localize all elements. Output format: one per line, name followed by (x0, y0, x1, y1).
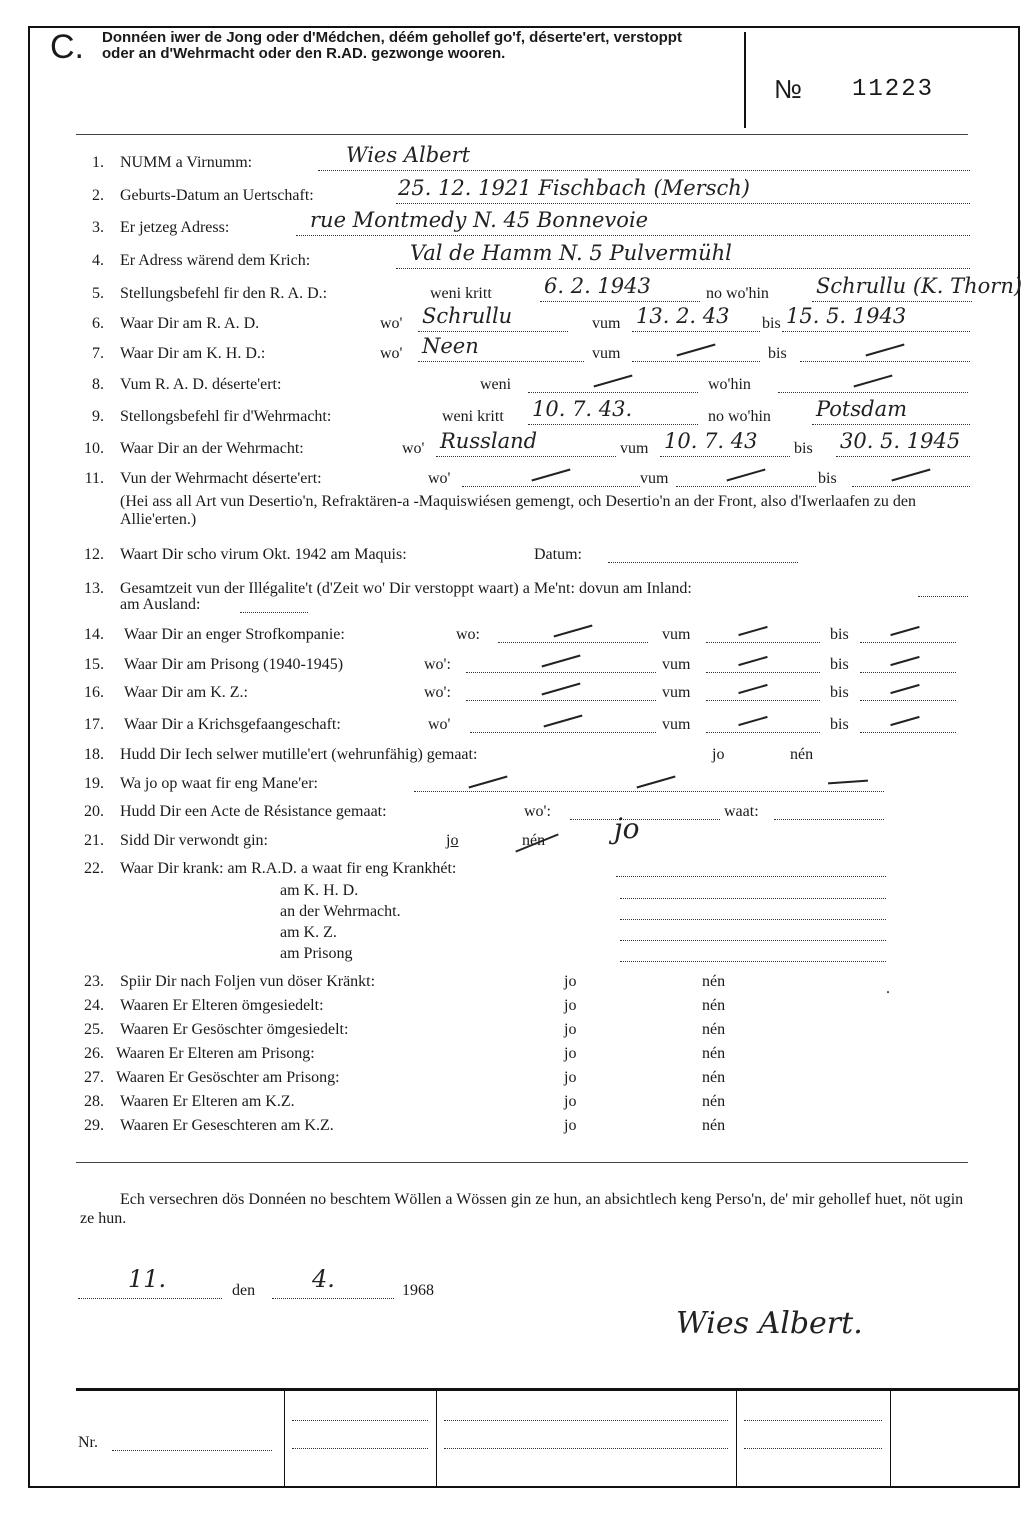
table-cell-field[interactable] (292, 1404, 428, 1421)
illness-field[interactable] (620, 945, 886, 962)
handwritten-answer: jo (614, 812, 640, 845)
illness-sublabel: am K. H. D. (280, 882, 359, 899)
row-number: 24. (84, 997, 104, 1014)
row-sublabel: bis (768, 345, 787, 362)
row-sublabel: wo: (456, 626, 480, 643)
row-sublabel: vum (662, 656, 691, 673)
yes-option[interactable]: jo (564, 1093, 577, 1110)
row-label: Waar Dir am K. H. D.: (120, 345, 266, 362)
no-option[interactable]: nén (702, 1093, 726, 1110)
where-field[interactable] (466, 656, 656, 673)
table-top-rule (76, 1388, 1020, 1391)
row-label: Waar Dir an der Wehrmacht: (120, 440, 304, 457)
handwritten-answer: Val de Hamm N. 5 Pulvermühl (410, 241, 732, 265)
row-sublabel: wo': (424, 684, 451, 701)
row-number: 6. (92, 315, 104, 332)
row-label: Er jetzeg Adress: (120, 219, 230, 236)
row-sublabel: am Ausland: (120, 596, 201, 613)
den-label: den (232, 1282, 256, 1299)
date-field[interactable] (608, 546, 798, 563)
handwritten-answer: 30. 5. 1945 (840, 429, 961, 453)
row-number: 5. (92, 285, 104, 302)
answer-field[interactable] (800, 345, 970, 362)
row-sublabel: bis (830, 626, 849, 643)
row-number: 12. (84, 546, 104, 563)
yes-option[interactable]: jo (446, 832, 459, 849)
row-label: NUMM a Virnumm: (120, 154, 253, 171)
table-cell-field[interactable] (444, 1404, 728, 1421)
no-option[interactable]: nén (702, 997, 726, 1014)
answer-field[interactable] (528, 376, 698, 393)
no-option[interactable]: nén (522, 832, 546, 849)
row-label: Geburts-Datum an Uertschaft: (120, 187, 314, 204)
handwritten-answer: 6. 2. 1943 (544, 274, 651, 298)
row-number: 15. (84, 656, 104, 673)
handwritten-answer: 10. 7. 43. (532, 397, 633, 421)
handwritten-answer: 13. 2. 43 (636, 304, 730, 328)
row-sublabel: vum (592, 315, 621, 332)
no-option[interactable]: nén (790, 746, 814, 763)
year-label: 1968 (402, 1282, 434, 1299)
row-number: 23. (84, 973, 104, 990)
row-sublabel: vum (662, 716, 691, 733)
row-sublabel: vum (662, 684, 691, 701)
what-field[interactable] (774, 803, 884, 820)
ausland-field[interactable] (240, 596, 308, 613)
row-label: Er Adress wärend dem Krich: (120, 252, 311, 269)
row-label: Waar Dir am R. A. D. (120, 315, 260, 332)
row-number: 20. (84, 803, 104, 820)
inland-field[interactable] (918, 580, 968, 597)
table-cell-field[interactable] (744, 1404, 882, 1421)
illness-field[interactable] (616, 860, 886, 877)
row-sublabel: vum (662, 626, 691, 643)
row-number: 8. (92, 376, 104, 393)
row-sublabel: wo': (424, 656, 451, 673)
row-number: 3. (92, 219, 104, 236)
row-sublabel: weni (480, 376, 512, 393)
no-option[interactable]: nén (702, 1021, 726, 1038)
row-number: 16. (84, 684, 104, 701)
table-divider (736, 1390, 737, 1486)
row-label: Waar Dir am Prisong (1940-1945) (124, 656, 344, 673)
header-divider (744, 32, 746, 128)
row-label: Waart Dir scho virum Okt. 1942 am Maquis: (120, 546, 407, 563)
row-number: 29. (84, 1117, 104, 1134)
row-number: 18. (84, 746, 104, 763)
handwritten-month: 4. (312, 1265, 335, 1293)
yes-option[interactable]: jo (712, 746, 725, 763)
answer-field[interactable] (676, 470, 816, 487)
row-sublabel: vum (620, 440, 649, 457)
answer-field[interactable] (632, 345, 760, 362)
row-number: 10. (84, 440, 104, 457)
row-sublabel: wo' (428, 470, 451, 487)
row-sublabel: weni kritt (430, 285, 492, 302)
row-sublabel: vum (640, 470, 669, 487)
where-field[interactable] (466, 684, 656, 701)
row-label: Waar Dir am K. Z.: (124, 684, 248, 701)
nr-label: Nr. (78, 1434, 98, 1451)
row-number: 22. (84, 860, 104, 877)
row-sublabel: bis (818, 470, 837, 487)
handwritten-day: 11. (128, 1265, 167, 1293)
handwritten-answer: Schrullu (K. Thorn) (816, 274, 1023, 298)
illness-field[interactable] (620, 924, 886, 941)
yes-option[interactable]: jo (564, 1045, 577, 1062)
row-label: Vun der Wehrmacht déserte'ert: (120, 470, 322, 487)
signature: Wies Albert. (676, 1306, 863, 1341)
row-sublabel: bis (762, 315, 781, 332)
row-sublabel: no wo'hin (706, 285, 769, 302)
section-letter: C. (50, 28, 84, 66)
row-number: 2. (92, 187, 104, 204)
answer-field[interactable] (778, 376, 968, 393)
yes-option[interactable]: jo (564, 973, 577, 990)
stray-mark: . (886, 980, 890, 997)
handwritten-answer: 25. 12. 1921 Fischbach (Mersch) (398, 176, 750, 200)
handwritten-answer: Potsdam (816, 397, 908, 421)
row-number: 7. (92, 345, 104, 362)
row-number: 14. (84, 626, 104, 643)
row11-note: (Hei ass all Art vun Desertio'n, Refraktären-a -Maquiswiésen gemengt, och Desertio'n an der Front, also d'Iwerlaafen zu den Allie'erten.) (120, 493, 916, 528)
yes-option[interactable]: jo (564, 1069, 577, 1086)
row-label: Hudd Dir een Acte de Résistance gemaat: (120, 803, 387, 820)
row-sublabel: vum (592, 345, 621, 362)
row-label: Waaren Er Gesöschter am Prisong: (116, 1069, 340, 1086)
row-number: 25. (84, 1021, 104, 1038)
yes-option[interactable]: jo (564, 997, 577, 1014)
row-label: Waar Dir a Krichsgefaangeschaft: (124, 716, 341, 733)
where-field[interactable] (470, 716, 656, 733)
row-sublabel: waat: (724, 803, 759, 820)
row-sublabel: wo'hin (708, 376, 751, 393)
illness-sublabel: an der Wehrmacht. (280, 903, 401, 920)
table-cell-field[interactable] (292, 1432, 428, 1449)
where-field[interactable] (498, 626, 648, 643)
row-label: Waaren Er Gesöschter ömgesiedelt: (120, 1021, 349, 1038)
where-field[interactable] (570, 803, 720, 820)
row-sublabel: Datum: (534, 546, 582, 563)
row-sublabel: weni kritt (442, 408, 504, 425)
row-number: 11. (84, 470, 104, 487)
row-label: Waar Dir krank: am R.A.D. a waat fir eng Krankhét: (120, 860, 457, 877)
row-number: 28. (84, 1093, 104, 1110)
row-sublabel: wo' (428, 716, 451, 733)
row-number: 17. (84, 716, 104, 733)
row-sublabel: bis (830, 684, 849, 701)
row-sublabel: no wo'hin (708, 408, 771, 425)
row-sublabel: wo' (380, 345, 403, 362)
form-number: 11223 (852, 76, 935, 103)
section-title: Donnéen iwer de Jong oder d'Médchen, déém gehollef go'f, déserte'ert, verstoppt oder an d'Wehrmacht oder den R.AD. gezwonge wooren. (102, 29, 682, 62)
row-number: 27. (84, 1069, 104, 1086)
row-sublabel: bis (794, 440, 813, 457)
handwritten-answer: Schrullu (422, 304, 513, 328)
row-sublabel: bis (830, 716, 849, 733)
row-label: Waaren Er Elteren am K.Z. (120, 1093, 295, 1110)
nr-field[interactable] (112, 1434, 272, 1451)
row-label: Gesamtzeit vun der Illégalite't (d'Zeit wo' Dir verstoppt waart) a Me'nt: dovun am Inland: (120, 580, 692, 597)
row-label: Stellungsbefehl fir den R. A. D.: (120, 285, 328, 302)
row-number: 4. (92, 252, 104, 269)
row-label: Hudd Dir Iech selwer mutille'ert (wehrunfähig) gemaat: (120, 746, 478, 763)
illness-sublabel: am Prisong (280, 945, 353, 962)
handwritten-answer: Wies Albert (346, 143, 471, 167)
row-label: Waaren Er Elteren ömgesiedelt: (120, 997, 324, 1014)
row-number: 1. (92, 154, 104, 171)
row-label: Stellongsbefehl fir d'Wehrmacht: (120, 408, 332, 425)
row-number: 19. (84, 775, 104, 792)
handwritten-answer: rue Montmedy N. 45 Bonnevoie (310, 208, 649, 232)
row-sublabel: bis (830, 656, 849, 673)
row-sublabel: wo' (380, 315, 403, 332)
no-option[interactable]: nén (702, 1045, 726, 1062)
answer-field[interactable] (852, 470, 970, 487)
row-label: Sidd Dir verwondt gin: (120, 832, 268, 849)
declaration-text: Ech versechren dös Donnéen no beschtem Wöllen a Wössen gin ze hun, an absichtlech keng Perso'n, de' mir gehollef huet, nöt ugin ze hun. (80, 1191, 964, 1227)
row-label: Waaren Er Geseschteren am K.Z. (120, 1117, 334, 1134)
illness-field[interactable] (620, 882, 886, 899)
table-cell-field[interactable] (444, 1432, 728, 1449)
row-label: Vum R. A. D. déserte'ert: (120, 376, 282, 393)
row-sublabel: wo': (524, 803, 551, 820)
row-sublabel: wo' (402, 440, 425, 457)
no-option[interactable]: nén (702, 973, 726, 990)
handwritten-answer: 10. 7. 43 (664, 429, 758, 453)
handwritten-answer: Russland (440, 429, 538, 453)
row-label: Spiir Dir nach Foljen vun döser Kränkt: (120, 973, 376, 990)
handwritten-answer: 15. 5. 1943 (786, 304, 907, 328)
table-divider (436, 1390, 437, 1486)
answer-field[interactable] (462, 470, 640, 487)
row-label: Waar Dir an enger Strofkompanie: (124, 626, 345, 643)
separator-rule (76, 1162, 968, 1163)
yes-option[interactable]: jo (564, 1021, 577, 1038)
row-number: 26. (84, 1045, 104, 1062)
row-label: Waaren Er Elteren am Prisong: (116, 1045, 315, 1062)
number-symbol: № (774, 74, 802, 104)
row-label: Wa jo op waat fir eng Mane'er: (120, 775, 318, 792)
no-option[interactable]: nén (702, 1069, 726, 1086)
no-option[interactable]: nén (702, 1117, 726, 1134)
table-divider (890, 1390, 891, 1486)
table-divider (284, 1390, 285, 1486)
row-number: 21. (84, 832, 104, 849)
row-number: 9. (92, 408, 104, 425)
yes-option[interactable]: jo (564, 1117, 577, 1134)
illness-sublabel: am K. Z. (280, 924, 337, 941)
illness-field[interactable] (620, 903, 886, 920)
header-rule (76, 134, 968, 135)
handwritten-answer: Neen (422, 334, 479, 358)
row-number: 13. (84, 580, 104, 597)
table-cell-field[interactable] (744, 1432, 882, 1449)
